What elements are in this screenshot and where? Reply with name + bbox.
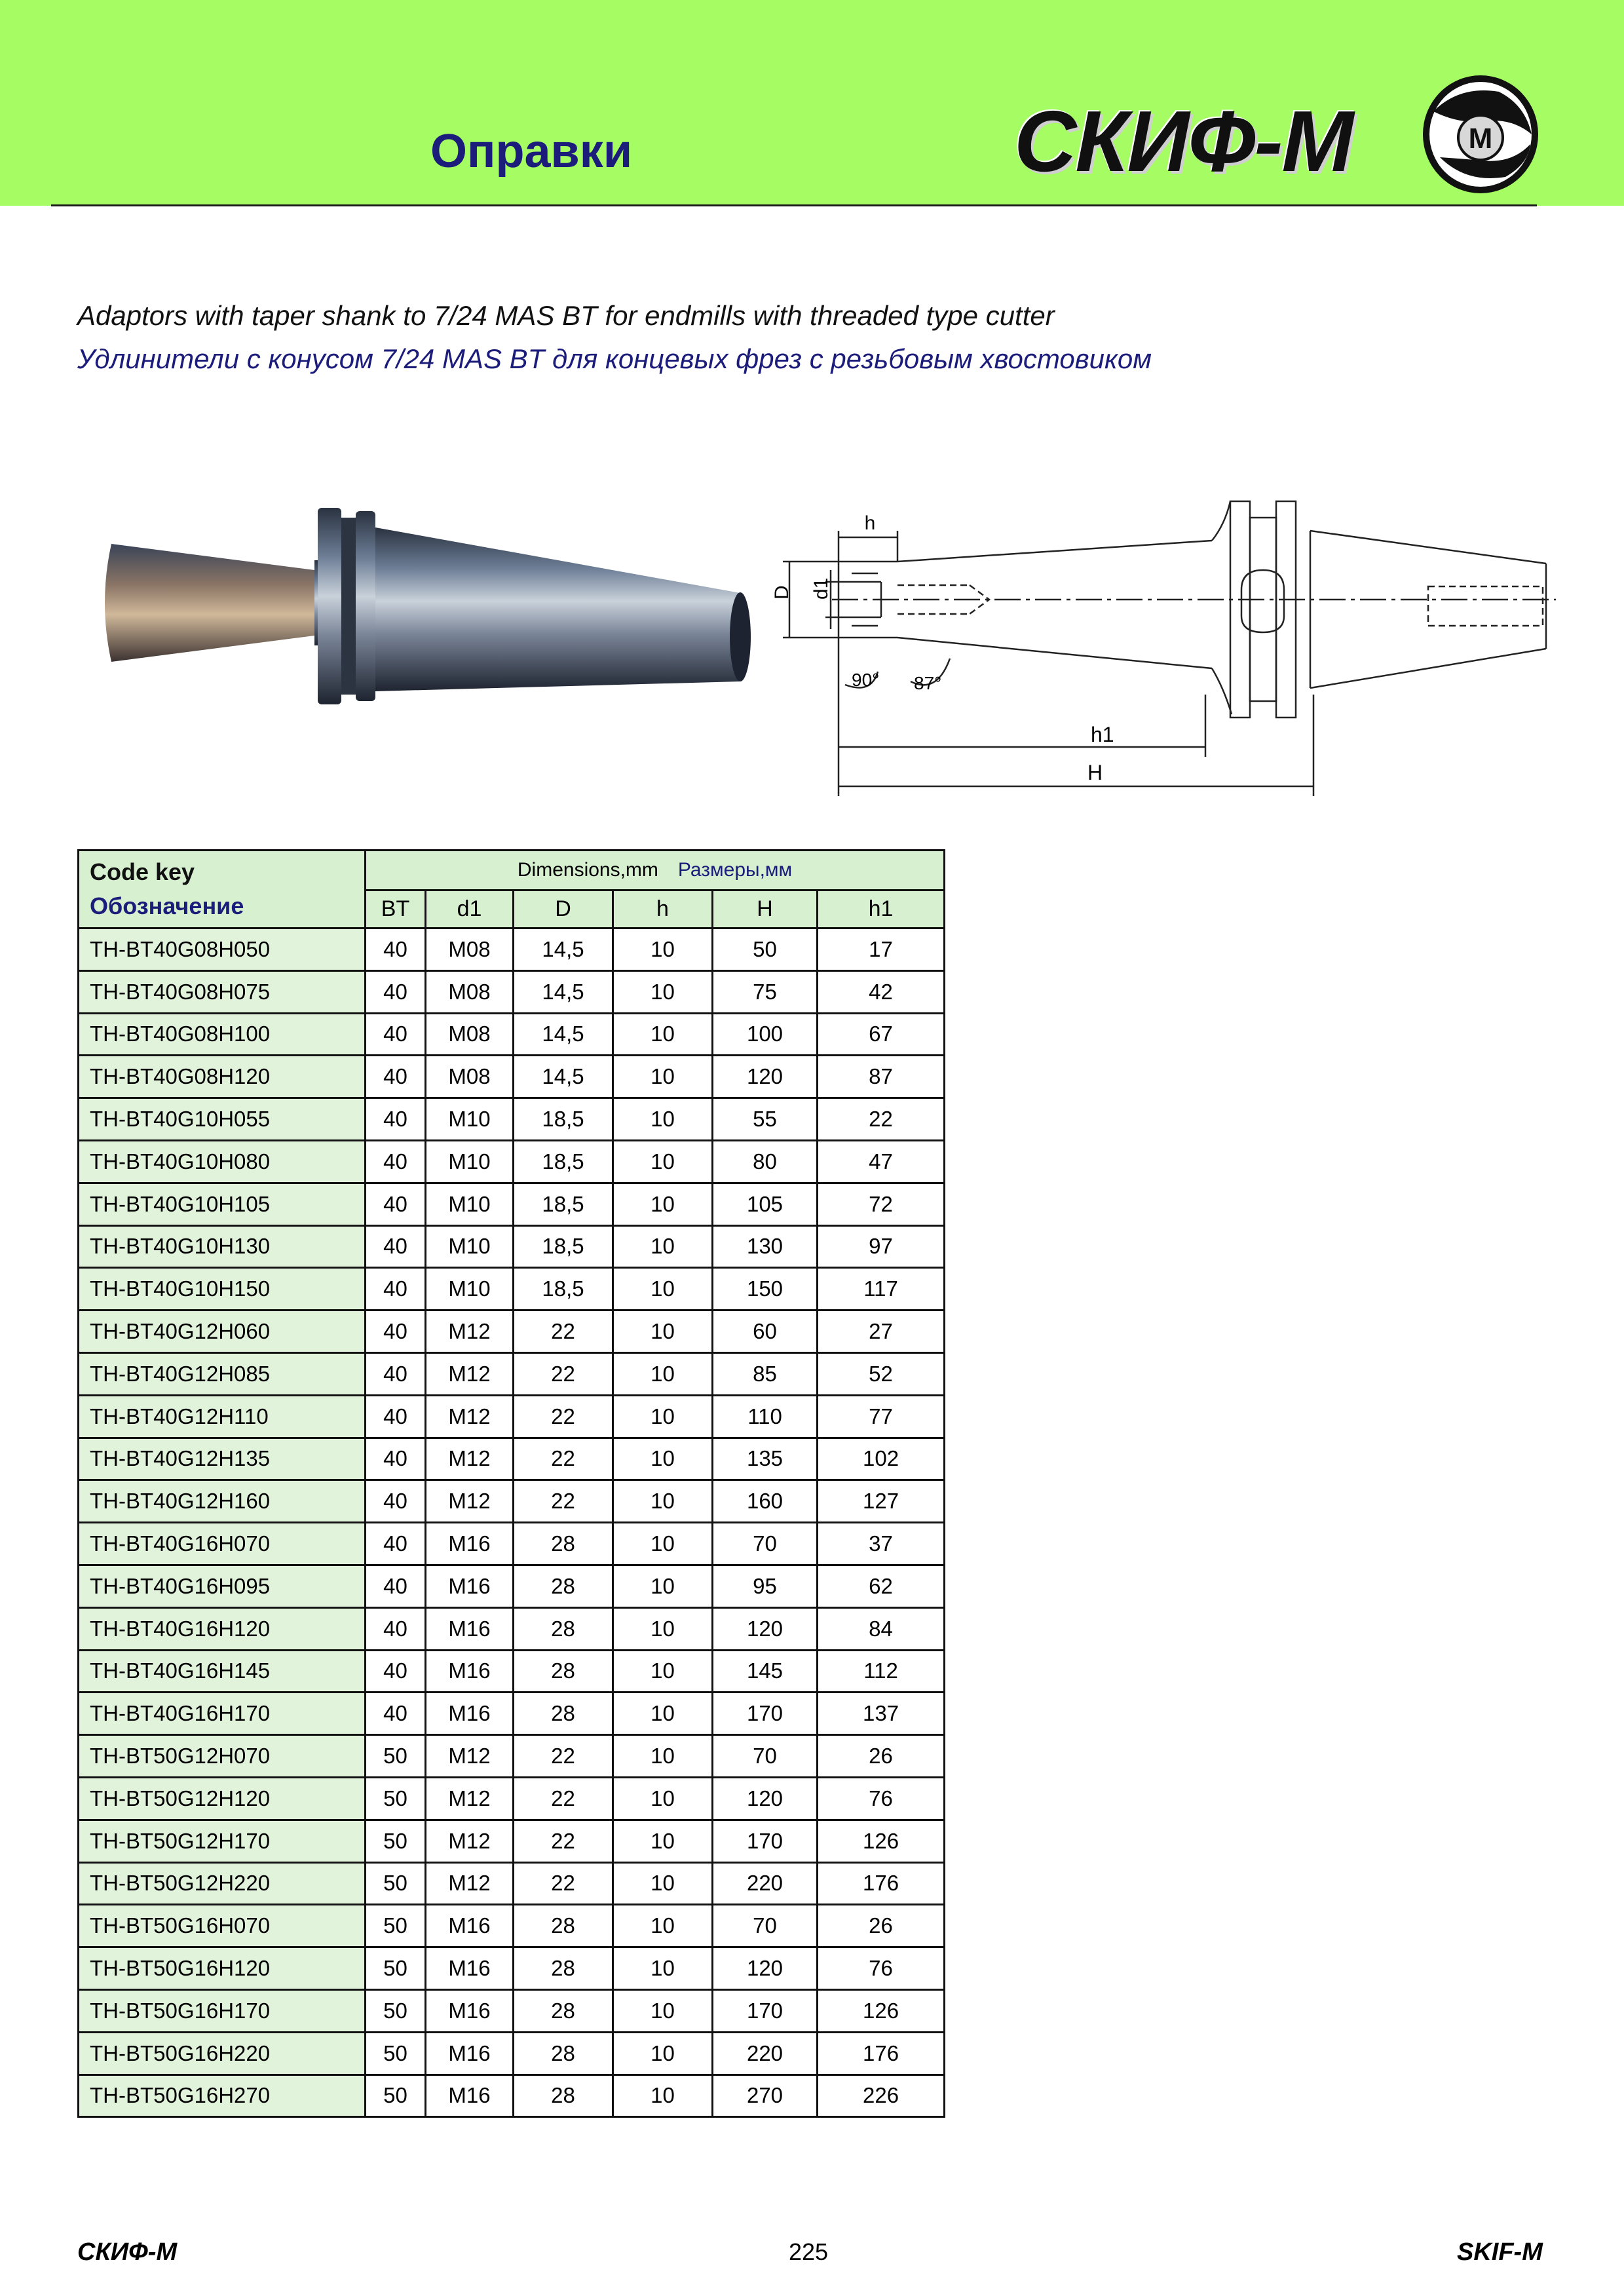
table-row: [79, 1013, 945, 1056]
cell-h1: 87: [818, 1056, 945, 1098]
cell-d1: M10: [426, 1140, 514, 1183]
drawing-label-d1: d1: [810, 577, 832, 600]
cell-D: 22: [514, 1735, 613, 1778]
table-row: [79, 1352, 945, 1395]
cell-d1: M10: [426, 1268, 514, 1311]
cell-bt: 50: [366, 1989, 426, 2032]
cell-D: 28: [514, 1947, 613, 1990]
cell-bt: 40: [366, 1311, 426, 1353]
header-dimensions: [366, 851, 945, 890]
cell-h1: 67: [818, 1013, 945, 1056]
cell-H: 150: [713, 1268, 818, 1311]
cell-d1: M12: [426, 1862, 514, 1905]
cell-h1: 126: [818, 1820, 945, 1862]
cell-bt: 40: [366, 1140, 426, 1183]
table-row: [79, 1777, 945, 1820]
cell-code: TH-BT40G10H150: [79, 1268, 366, 1311]
table-row: [79, 1268, 945, 1311]
drawing-label-h: h: [864, 512, 876, 534]
cell-d1: M08: [426, 970, 514, 1013]
table-row: [79, 1565, 945, 1607]
cell-h1: 37: [818, 1523, 945, 1565]
column-header-d1: d1: [426, 890, 514, 928]
cell-H: 145: [713, 1650, 818, 1693]
cell-h: 10: [613, 970, 713, 1013]
cell-h1: 62: [818, 1565, 945, 1607]
cell-d1: M12: [426, 1352, 514, 1395]
cell-H: 50: [713, 928, 818, 971]
header-dimensions-en: Dimensions,mm: [517, 858, 658, 881]
cell-d1: M16: [426, 1607, 514, 1650]
subtitle-english: Adaptors with taper shank to 7/24 MAS BT for endmills with threaded type cutter: [77, 300, 1055, 331]
cell-D: 28: [514, 1650, 613, 1693]
cell-H: 105: [713, 1183, 818, 1225]
table-row: [79, 1311, 945, 1353]
cell-bt: 40: [366, 1183, 426, 1225]
cell-d1: M10: [426, 1225, 514, 1268]
cell-d1: M16: [426, 1947, 514, 1990]
cell-code: TH-BT50G16H070: [79, 1905, 366, 1947]
cell-H: 170: [713, 1820, 818, 1862]
cell-h1: 97: [818, 1225, 945, 1268]
cell-D: 22: [514, 1438, 613, 1480]
table-row: [79, 1140, 945, 1183]
cell-D: 22: [514, 1862, 613, 1905]
cell-d1: M10: [426, 1098, 514, 1141]
cell-H: 120: [713, 1947, 818, 1990]
cell-h: 10: [613, 1183, 713, 1225]
cell-code: TH-BT40G08H050: [79, 928, 366, 971]
cell-h: 10: [613, 1989, 713, 2032]
drawing-label-D: D: [771, 585, 793, 600]
table-row: [79, 1650, 945, 1693]
cell-h1: 52: [818, 1352, 945, 1395]
cell-d1: M16: [426, 1650, 514, 1693]
cell-bt: 50: [366, 1735, 426, 1778]
cell-h1: 17: [818, 928, 945, 971]
cell-H: 220: [713, 1862, 818, 1905]
cell-d1: M16: [426, 1523, 514, 1565]
cell-h: 10: [613, 1820, 713, 1862]
cell-code: TH-BT40G12H160: [79, 1480, 366, 1523]
table-row: [79, 1862, 945, 1905]
cell-H: 120: [713, 1777, 818, 1820]
subtitle-russian: Удлинители с конусом 7/24 MAS BT для концевых фрез с резьбовым хвостовиком: [77, 343, 1152, 374]
cell-code: TH-BT40G16H145: [79, 1650, 366, 1693]
cell-h1: 77: [818, 1395, 945, 1438]
cell-code: TH-BT40G08H100: [79, 1013, 366, 1056]
table-row: [79, 1438, 945, 1480]
header-code-key-en: Code key: [90, 858, 195, 885]
cell-H: 110: [713, 1395, 818, 1438]
cell-code: TH-BT50G16H220: [79, 2032, 366, 2075]
table-row: [79, 1480, 945, 1523]
table-row: [79, 1225, 945, 1268]
column-header-h1: h1: [818, 890, 945, 928]
cell-code: TH-BT50G12H120: [79, 1777, 366, 1820]
cell-bt: 50: [366, 2032, 426, 2075]
table-row: [79, 1183, 945, 1225]
cell-D: 22: [514, 1480, 613, 1523]
cell-h: 10: [613, 1650, 713, 1693]
cell-h: 10: [613, 1905, 713, 1947]
cell-d1: M08: [426, 1056, 514, 1098]
cell-D: 22: [514, 1311, 613, 1353]
cell-code: TH-BT40G12H135: [79, 1438, 366, 1480]
cell-D: 22: [514, 1352, 613, 1395]
photo-flange-2: [356, 511, 375, 701]
cell-d1: M12: [426, 1735, 514, 1778]
footer-brand-en: SKIF-M: [1457, 2238, 1543, 2266]
photo-flange-1: [318, 508, 341, 704]
cell-code: TH-BT40G16H120: [79, 1607, 366, 1650]
cell-h1: 76: [818, 1947, 945, 1990]
table-row: [79, 2032, 945, 2075]
technical-drawing: [753, 498, 1566, 806]
cell-code: TH-BT40G12H085: [79, 1352, 366, 1395]
cell-d1: M12: [426, 1820, 514, 1862]
cell-D: 14,5: [514, 1013, 613, 1056]
table-row: [79, 1947, 945, 1990]
cell-bt: 40: [366, 1693, 426, 1735]
cell-code: TH-BT40G12H060: [79, 1311, 366, 1353]
photo-taper-shank: [105, 544, 314, 662]
cell-h1: 47: [818, 1140, 945, 1183]
cell-bt: 40: [366, 1268, 426, 1311]
cell-code: TH-BT40G10H055: [79, 1098, 366, 1141]
cell-D: 14,5: [514, 970, 613, 1013]
column-header-h: h: [613, 890, 713, 928]
column-header-bt: BT: [366, 890, 426, 928]
cell-h1: 102: [818, 1438, 945, 1480]
cell-H: 170: [713, 1693, 818, 1735]
company-logo: [1014, 72, 1538, 197]
cell-code: TH-BT50G12H220: [79, 1862, 366, 1905]
photo-flange-groove: [341, 518, 356, 695]
cell-bt: 40: [366, 1013, 426, 1056]
cell-bt: 50: [366, 1820, 426, 1862]
cell-bt: 50: [366, 1947, 426, 1990]
cell-bt: 50: [366, 2075, 426, 2117]
cell-H: 120: [713, 1056, 818, 1098]
photo-nose-end: [730, 592, 751, 681]
cell-bt: 40: [366, 1098, 426, 1141]
cell-h1: 126: [818, 1989, 945, 2032]
cell-H: 80: [713, 1140, 818, 1183]
cell-D: 28: [514, 1905, 613, 1947]
product-photo: [92, 498, 753, 714]
cell-d1: M16: [426, 1693, 514, 1735]
table-row: [79, 1693, 945, 1735]
spec-table: [77, 849, 945, 2118]
table-row: [79, 970, 945, 1013]
cell-bt: 40: [366, 928, 426, 971]
cell-h: 10: [613, 1693, 713, 1735]
cell-code: TH-BT50G12H170: [79, 1820, 366, 1862]
cell-h: 10: [613, 1013, 713, 1056]
column-header-D: D: [514, 890, 613, 928]
table-row: [79, 928, 945, 971]
cell-h: 10: [613, 1140, 713, 1183]
cell-d1: M16: [426, 1565, 514, 1607]
cell-bt: 40: [366, 1607, 426, 1650]
table-row: [79, 2075, 945, 2117]
cell-d1: M16: [426, 1989, 514, 2032]
cell-code: TH-BT40G16H070: [79, 1523, 366, 1565]
cell-code: TH-BT50G12H070: [79, 1735, 366, 1778]
cell-D: 18,5: [514, 1098, 613, 1141]
cell-code: TH-BT40G08H075: [79, 970, 366, 1013]
column-header-H: H: [713, 890, 818, 928]
cell-H: 60: [713, 1311, 818, 1353]
cell-H: 270: [713, 2075, 818, 2117]
cell-code: TH-BT50G16H170: [79, 1989, 366, 2032]
logo-wordmark: СКИФ-М: [1014, 93, 1353, 189]
cell-h1: 22: [818, 1098, 945, 1141]
logo-badge-letter: М: [1468, 123, 1493, 155]
table-row: [79, 1056, 945, 1098]
cell-h: 10: [613, 1225, 713, 1268]
cell-d1: M12: [426, 1438, 514, 1480]
header-code-key: [79, 851, 366, 928]
cell-code: TH-BT50G16H270: [79, 2075, 366, 2117]
cell-bt: 50: [366, 1777, 426, 1820]
cell-h: 10: [613, 1862, 713, 1905]
cell-code: TH-BT50G16H120: [79, 1947, 366, 1990]
cell-code: TH-BT40G16H170: [79, 1693, 366, 1735]
cell-h: 10: [613, 1480, 713, 1523]
table-row: [79, 1820, 945, 1862]
cell-h: 10: [613, 1565, 713, 1607]
cell-h1: 127: [818, 1480, 945, 1523]
cell-h: 10: [613, 1947, 713, 1990]
cell-H: 220: [713, 2032, 818, 2075]
table-row: [79, 1607, 945, 1650]
cell-D: 28: [514, 2075, 613, 2117]
cell-code: TH-BT40G10H105: [79, 1183, 366, 1225]
cell-bt: 40: [366, 970, 426, 1013]
cell-h: 10: [613, 1395, 713, 1438]
drawing-label-h1: h1: [1091, 723, 1114, 746]
cell-bt: 40: [366, 1480, 426, 1523]
logo-emblem-icon: [1420, 72, 1541, 197]
table-row: [79, 1989, 945, 2032]
cell-h1: 27: [818, 1311, 945, 1353]
cell-D: 28: [514, 1693, 613, 1735]
cell-D: 22: [514, 1820, 613, 1862]
cell-H: 70: [713, 1905, 818, 1947]
cell-bt: 40: [366, 1225, 426, 1268]
cell-D: 28: [514, 1523, 613, 1565]
cell-h: 10: [613, 928, 713, 971]
cell-bt: 50: [366, 1905, 426, 1947]
table-row: [79, 1098, 945, 1141]
cell-bt: 40: [366, 1565, 426, 1607]
cell-bt: 40: [366, 1523, 426, 1565]
cell-D: 18,5: [514, 1225, 613, 1268]
cell-H: 70: [713, 1735, 818, 1778]
cell-h: 10: [613, 1777, 713, 1820]
header-code-key-ru: Обозначение: [90, 892, 244, 919]
table-row: [79, 1735, 945, 1778]
header-divider: [51, 204, 1537, 206]
cell-h1: 112: [818, 1650, 945, 1693]
cell-h: 10: [613, 1098, 713, 1141]
cell-D: 22: [514, 1777, 613, 1820]
cell-D: 18,5: [514, 1268, 613, 1311]
cell-h1: 117: [818, 1268, 945, 1311]
cell-d1: M10: [426, 1183, 514, 1225]
table-row: [79, 1395, 945, 1438]
cell-h1: 76: [818, 1777, 945, 1820]
cell-d1: M12: [426, 1777, 514, 1820]
cell-H: 160: [713, 1480, 818, 1523]
cell-d1: M16: [426, 2075, 514, 2117]
drawing-label-angle-87: 87°: [914, 673, 942, 693]
cell-bt: 40: [366, 1395, 426, 1438]
cell-H: 100: [713, 1013, 818, 1056]
cell-D: 28: [514, 1565, 613, 1607]
cell-h: 10: [613, 1056, 713, 1098]
cell-h1: 176: [818, 1862, 945, 1905]
table-row: [79, 1905, 945, 1947]
cell-code: TH-BT40G10H130: [79, 1225, 366, 1268]
cell-d1: M08: [426, 1013, 514, 1056]
cell-bt: 40: [366, 1352, 426, 1395]
cell-D: 18,5: [514, 1183, 613, 1225]
cell-H: 120: [713, 1607, 818, 1650]
photo-extension-body: [375, 527, 740, 691]
cell-D: 28: [514, 1989, 613, 2032]
cell-bt: 40: [366, 1650, 426, 1693]
spec-table-body: [79, 928, 945, 2117]
cell-D: 28: [514, 2032, 613, 2075]
cell-h: 10: [613, 1268, 713, 1311]
cell-H: 75: [713, 970, 818, 1013]
cell-h1: 84: [818, 1607, 945, 1650]
cell-code: TH-BT40G10H080: [79, 1140, 366, 1183]
cell-h: 10: [613, 2032, 713, 2075]
cell-h: 10: [613, 1607, 713, 1650]
cell-h1: 226: [818, 2075, 945, 2117]
table-row: [79, 1523, 945, 1565]
cell-h1: 26: [818, 1735, 945, 1778]
cell-d1: M08: [426, 928, 514, 971]
footer-brand-ru: СКИФ-М: [77, 2238, 178, 2266]
cell-d1: M16: [426, 2032, 514, 2075]
cell-h1: 72: [818, 1183, 945, 1225]
cell-D: 14,5: [514, 1056, 613, 1098]
cell-code: TH-BT40G16H095: [79, 1565, 366, 1607]
cell-h1: 42: [818, 970, 945, 1013]
cell-h: 10: [613, 1438, 713, 1480]
cell-h: 10: [613, 1311, 713, 1353]
cell-bt: 50: [366, 1862, 426, 1905]
cell-d1: M12: [426, 1395, 514, 1438]
cell-H: 130: [713, 1225, 818, 1268]
cell-h: 10: [613, 2075, 713, 2117]
cell-D: 18,5: [514, 1140, 613, 1183]
cell-D: 28: [514, 1607, 613, 1650]
cell-H: 85: [713, 1352, 818, 1395]
page-number: 225: [789, 2238, 829, 2265]
cell-h: 10: [613, 1523, 713, 1565]
cell-h1: 26: [818, 1905, 945, 1947]
cell-h1: 176: [818, 2032, 945, 2075]
cell-code: TH-BT40G12H110: [79, 1395, 366, 1438]
cell-H: 70: [713, 1523, 818, 1565]
cell-h: 10: [613, 1352, 713, 1395]
cell-H: 135: [713, 1438, 818, 1480]
cell-H: 55: [713, 1098, 818, 1141]
cell-d1: M12: [426, 1480, 514, 1523]
cell-bt: 40: [366, 1056, 426, 1098]
cell-H: 170: [713, 1989, 818, 2032]
cell-d1: M12: [426, 1311, 514, 1353]
cell-H: 95: [713, 1565, 818, 1607]
cell-D: 22: [514, 1395, 613, 1438]
cell-bt: 40: [366, 1438, 426, 1480]
header-dimensions-ru: Размеры,мм: [677, 858, 793, 881]
cell-h1: 137: [818, 1693, 945, 1735]
cell-h: 10: [613, 1735, 713, 1778]
page-title: Оправки: [430, 125, 633, 178]
cell-d1: M16: [426, 1905, 514, 1947]
drawing-label-angle-90: 90°: [852, 670, 880, 690]
drawing-label-H: H: [1087, 761, 1103, 784]
cell-code: TH-BT40G08H120: [79, 1056, 366, 1098]
cell-D: 14,5: [514, 928, 613, 971]
